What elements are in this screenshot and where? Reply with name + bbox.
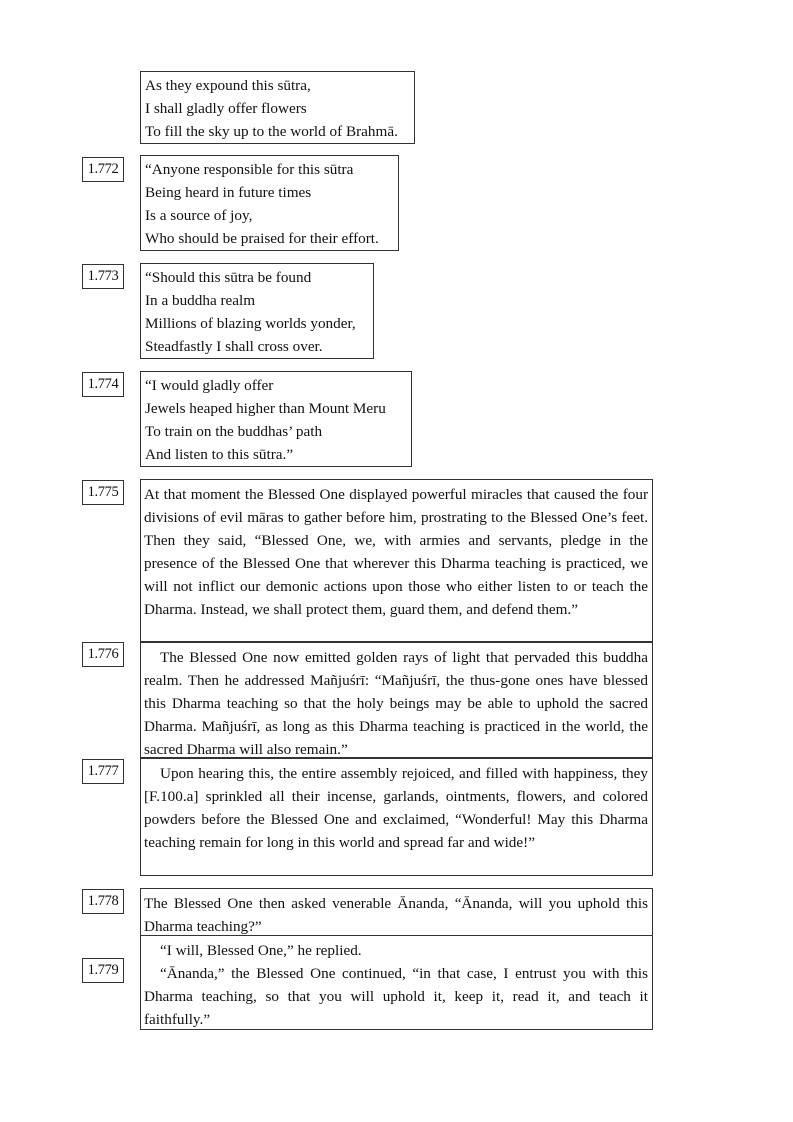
paragraph-1776: [140, 642, 653, 758]
verse-line: Steadfastly I shall cross over.: [145, 338, 323, 355]
paragraph-number-1777: 1.777: [82, 759, 124, 784]
verse-line: I shall gladly offer flowers: [145, 100, 307, 117]
verse-line: Who should be praised for their effort.: [145, 230, 379, 247]
verse-line: To train on the buddhas’ path: [145, 423, 323, 440]
paragraph-number-1774: 1.774: [82, 372, 124, 397]
paragraph-number-1779: 1.779: [82, 958, 124, 983]
verse-line: “Anyone responsible for this sūtra: [145, 161, 354, 178]
verse-block-1772: [140, 155, 399, 251]
paragraph-number-1778: 1.778: [82, 889, 124, 914]
reply-text: “I will, Blessed One,” he replied.: [160, 942, 362, 959]
verse-line: “Should this sūtra be found: [145, 269, 312, 286]
paragraph-text: The Blessed One now emitted golden rays of light that pervaded this buddha realm. Then he addressed Mañjuśrī: “Mañjuśrī, the thus-gone ones have blessed this Dharma teaching so that the holy beings may be able to uphold the sacred Dharma. Mañjuśrī, as long as this Dharma teaching is practiced in the world, the sacred Dharma will also remain.”: [144, 649, 648, 758]
paragraph-1775: [140, 479, 653, 642]
verse-block-1774: [140, 371, 412, 467]
paragraph-text: At that moment the Blessed One displayed powerful miracles that caused the four divisions of evil māras to gather before him, prostrating to the Blessed One’s feet. Then they said, “Blessed One, we, with armies and servants, pledge in the presence of the Blessed One that wherever this Dharma teaching is practiced, we will not inflict our demonic actions upon those who either listen to or teach the Dharma. Instead, we shall protect them, guard them, and defend them.”: [144, 486, 648, 618]
verse-line: “I would gladly offer: [145, 377, 274, 394]
paragraph-number-1775: 1.775: [82, 480, 124, 505]
paragraph-text: Upon hearing this, the entire assembly rejoiced, and filled with happiness, they [F.100.a] sprinkled all their incense, garlands, ointments, flowers, and colored powders before the Blessed One and exclaimed, “Wonderful! May this Dharma teaching remain for long in this world and spread far and wide!”: [144, 765, 648, 851]
verse-line: Millions of blazing worlds yonder,: [145, 315, 356, 332]
paragraph-1778: [140, 888, 653, 936]
verse-block-1773: [140, 263, 374, 359]
paragraph-1779: [140, 935, 653, 1030]
paragraph-number-1773: 1.773: [82, 264, 124, 289]
verse-line: To fill the sky up to the world of Brahmā.: [145, 123, 398, 140]
verse-line: As they expound this sūtra,: [145, 77, 311, 94]
verse-line: Is a source of joy,: [145, 207, 253, 224]
verse-line: In a buddha realm: [145, 292, 256, 309]
paragraph-text: “Ānanda,” the Blessed One continued, “in that case, I entrust you with this Dharma teaching, so that you will uphold it, keep it, read it, and teach it faithfully.”: [144, 965, 648, 1028]
paragraph-text: The Blessed One then asked venerable Ānanda, “Ānanda, will you uphold this Dharma teaching?”: [144, 895, 648, 935]
verse-line: Jewels heaped higher than Mount Meru: [145, 400, 386, 417]
paragraph-number-1776: 1.776: [82, 642, 124, 667]
verse-line: Being heard in future times: [145, 184, 312, 201]
paragraph-number-1772: 1.772: [82, 157, 124, 182]
verse-line: And listen to this sūtra.”: [145, 446, 294, 463]
paragraph-1777: [140, 758, 653, 876]
verse-block-continuation: [140, 71, 415, 144]
